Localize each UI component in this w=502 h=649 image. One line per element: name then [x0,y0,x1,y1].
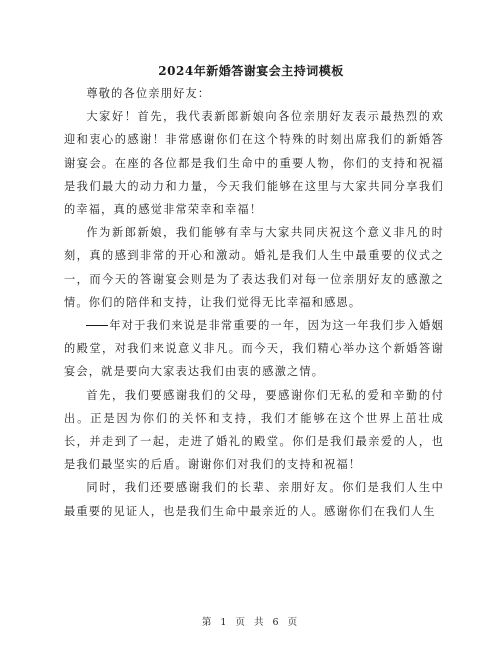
paragraph-welcome: 大家好！首先，我代表新郎新娘向各位亲朋好友表示最热烈的欢迎和衷心的感谢！非常感谢你们在这个特殊的时刻出席我们的新婚答谢宴会。在座的各位都是我们生命中的重要人物，你们的支持和祝福是我们最大的动力和力量，今天我们能够在这里与大家共同分享我们的幸福，真的感觉非常荣幸和幸福！ [64,110,444,217]
paragraph-celebration: 作为新郎新娘，我们能够有幸与大家共同庆祝这个意义非凡的时刻，真的感到非常的开心和激动。婚礼是我们人生中最重要的仪式之一，而今天的答谢宴会则是为了表达我们对每一位亲朋好友的感激之情。你们的陪伴和支持，让我们觉得无比幸福和感恩。 [64,226,444,309]
document-body [64,82,444,523]
page-footer: 第 1 页 共 6 页 [201,617,301,628]
paragraph-parents: 首先，我们要感谢我们的父母，要感谢你们无私的爱和辛勤的付出。正是因为你们的关怀和支持，我们才能够在这个世界上茁壮成长，并走到了一起，走进了婚礼的殿堂。你们是我们最亲爱的人，也是我们最坚实的后盾。谢谢你们对我们的支持和祝福！ [64,388,444,472]
paragraph-year-text: 年对于我们来说是非常重要的一年，因为这一年我们步入婚姻的殿堂，对我们来说意义非凡。而今天，我们精心举办这个新婚答谢宴会，就是要向大家表达我们由衷的感激之情。 [64,319,444,379]
greeting-line: 尊敬的各位亲朋好友： [86,87,211,100]
year-blank [86,324,108,326]
paragraph-year [64,314,444,384]
paragraph-elders: 同时，我们还要感谢我们的长辈、亲朋好友。你们是我们人生中最重要的见证人，也是我们生命中最亲近的人。感谢你们在我们人生 [64,481,444,518]
document-title: 2024年新婚答谢宴会主持词模板 [158,64,344,78]
